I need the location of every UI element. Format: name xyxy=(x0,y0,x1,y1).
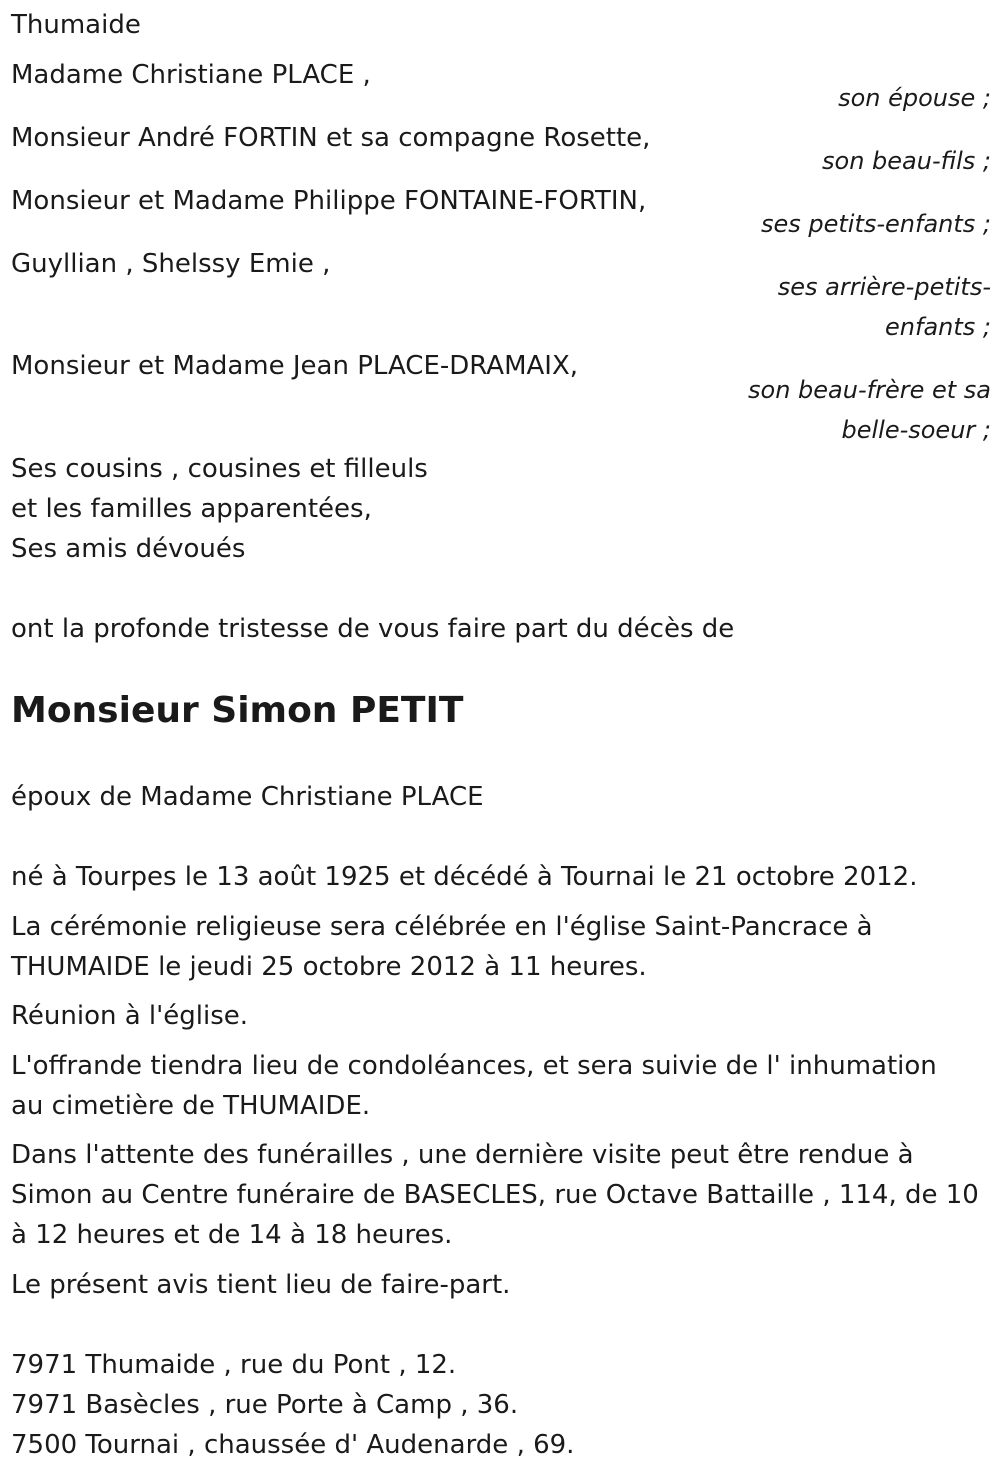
family-member-name: Monsieur André FORTIN et sa compagne Rosette, xyxy=(11,123,651,153)
address-line: 7971 Basècles , rue Porte à Camp , 36. xyxy=(11,1390,519,1420)
announcement-text: ont la profonde tristesse de vous faire part du décès de xyxy=(11,614,735,644)
address-line: 7500 Tournai , chaussée d' Audenarde , 69. xyxy=(11,1430,575,1460)
family-member-relation: son beau-fils ; xyxy=(822,147,991,175)
relatives-line: Ses cousins , cousines et filleuls xyxy=(11,454,428,484)
offering-line: au cimetière de THUMAIDE. xyxy=(11,1091,371,1121)
family-member-name: Guyllian , Shelssy Emie , xyxy=(11,249,331,279)
family-member-name: Monsieur et Madame Philippe FONTAINE-FORTIN, xyxy=(11,186,647,216)
address-line: 7971 Thumaide , rue du Pont , 12. xyxy=(11,1350,457,1380)
birth-death-line: né à Tourpes le 13 août 1925 et décédé à Tournai le 21 octobre 2012. xyxy=(11,862,918,892)
notice-line: Le présent avis tient lieu de faire-part. xyxy=(11,1270,511,1300)
offering-line: L'offrande tiendra lieu de condoléances, et sera suivie de l' inhumation xyxy=(11,1051,937,1081)
family-member-name: Monsieur et Madame Jean PLACE-DRAMAIX, xyxy=(11,351,579,381)
family-member-relation: ses petits-enfants ; xyxy=(760,210,991,238)
ceremony-line: THUMAIDE le jeudi 25 octobre 2012 à 11 heures. xyxy=(11,952,647,982)
spouse-line: époux de Madame Christiane PLACE xyxy=(11,782,484,812)
visit-line: Simon au Centre funéraire de BASECLES, rue Octave Battaille , 114, de 10 xyxy=(11,1180,979,1210)
family-member-relation: ses arrière-petits-enfants ; xyxy=(777,273,991,341)
deceased-name: Monsieur Simon PETIT xyxy=(11,690,464,731)
visit-line: Dans l'attente des funérailles , une dernière visite peut être rendue à xyxy=(11,1140,914,1170)
family-member-name: Madame Christiane PLACE , xyxy=(11,60,371,90)
relatives-line: et les familles apparentées, xyxy=(11,494,372,524)
family-member-relation: son épouse ; xyxy=(838,84,991,112)
meeting-line: Réunion à l'église. xyxy=(11,1001,249,1031)
location-heading: Thumaide xyxy=(11,10,141,40)
visit-line: à 12 heures et de 14 à 18 heures. xyxy=(11,1220,453,1250)
relatives-line: Ses amis dévoués xyxy=(11,534,246,564)
family-member-relation: son beau-frère et sa belle-soeur ; xyxy=(748,376,991,444)
ceremony-line: La cérémonie religieuse sera célébrée en l'église Saint-Pancrace à xyxy=(11,912,873,942)
